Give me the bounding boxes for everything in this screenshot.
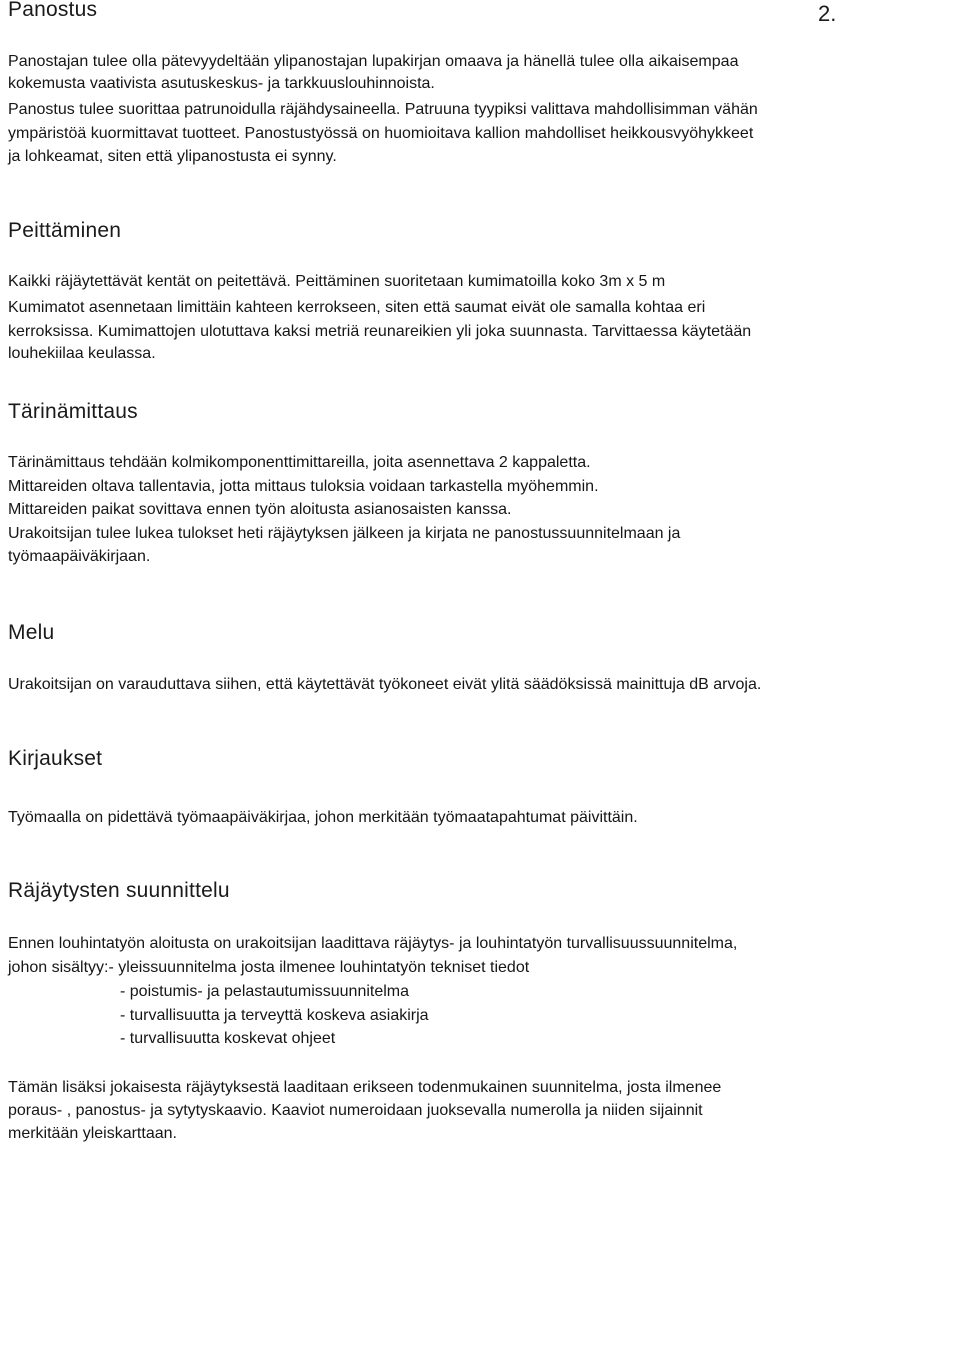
panostus-line: Panostus tulee suorittaa patrunoidulla räjähdysaineella. Patruuna tyypiksi valittava mahdollisimman vähän [8, 101, 758, 118]
section-title-melu: Melu [8, 621, 55, 644]
peittaminen-line: kerroksissa. Kumimattojen ulotuttava kaksi metriä reunareikien yli joka suunnasta. Tarvittaessa käytetään [8, 323, 752, 340]
panostus-line: ja lohkeamat, siten että ylipanostusta ei synny. [8, 148, 337, 165]
rajaytysten-intro-line: Ennen louhintatyön aloitusta on urakoitsijan laadittava räjäytys- ja louhintatyön turvallisuussuunnitelma, [8, 935, 738, 952]
section-title-tarinamittaus: Tärinämittaus [8, 400, 138, 423]
section-title-panostus: Panostus [8, 0, 98, 21]
rajaytysten-list-item: - turvallisuutta koskevat ohjeet [120, 1030, 336, 1047]
section-title-kirjaukset: Kirjaukset [8, 747, 103, 770]
panostus-line: kokemusta vaativista asutuskeskus- ja tarkkuuslouhinnoista. [8, 75, 435, 92]
rajaytysten-closing-line: Tämän lisäksi jokaisesta räjäytyksestä laaditaan erikseen todenmukainen suunnitelma, josta ilmenee [8, 1079, 722, 1096]
rajaytysten-list-item: - poistumis- ja pelastautumissuunnitelma [120, 983, 410, 1000]
melu-line: Urakoitsijan on varauduttava siihen, että käytettävät työkoneet eivät ylitä säädöksissä mainittuja dB arvoja. [8, 676, 762, 693]
rajaytysten-list-item: - turvallisuutta ja terveyttä koskeva asiakirja [120, 1007, 429, 1024]
panostus-line: Panostajan tulee olla pätevyydeltään ylipanostajan lupakirjan omaava ja hänellä tulee olla aikaisempaa [8, 53, 739, 70]
tarinamittaus-line: Mittareiden oltava tallentavia, jotta mittaus tuloksia voidaan tarkastella myöhemmin. [8, 478, 599, 495]
tarinamittaus-line: Tärinämittaus tehdään kolmikomponenttimittareilla, joita asennettava 2 kappaletta. [8, 454, 591, 471]
section-title-peittaminen: Peittäminen [8, 219, 122, 242]
panostus-line: ympäristöä kuormittavat tuotteet. Panostustyössä on huomioitava kallion mahdolliset heikkousvyöhykkeet [8, 125, 754, 142]
tarinamittaus-line: työmaapäiväkirjaan. [8, 548, 151, 565]
peittaminen-line: Kaikki räjäytettävät kentät on peitettävä. Peittäminen suoritetaan kumimatoilla koko 3m x 5 m [8, 273, 666, 290]
tarinamittaus-line: Urakoitsijan tulee lukea tulokset heti räjäytyksen jälkeen ja kirjata ne panostussuunnitelmaan ja [8, 525, 681, 542]
section-title-rajaytysten-suunnittelu: Räjäytysten suunnittelu [8, 879, 230, 902]
tarinamittaus-line: Mittareiden paikat sovittava ennen työn aloitusta asianosaisten kanssa. [8, 501, 512, 518]
rajaytysten-intro-line: johon sisältyy:- yleissuunnitelma josta ilmenee louhintatyön tekniset tiedot [8, 959, 530, 976]
rajaytysten-closing-line: merkitään yleiskarttaan. [8, 1125, 177, 1142]
peittaminen-line: louhekiilaa keulassa. [8, 345, 156, 362]
page-number: 2. [818, 1, 837, 26]
peittaminen-line: Kumimatot asennetaan limittäin kahteen kerrokseen, siten että saumat eivät ole samalla kohtaa eri [8, 299, 706, 316]
rajaytysten-closing-line: poraus- , panostus- ja sytytyskaavio. Kaaviot numeroidaan juoksevalla numerolla ja niiden sijainnit [8, 1102, 703, 1119]
kirjaukset-line: Työmaalla on pidettävä työmaapäiväkirjaa, johon merkitään työmaatapahtumat päivittäin. [8, 809, 638, 826]
